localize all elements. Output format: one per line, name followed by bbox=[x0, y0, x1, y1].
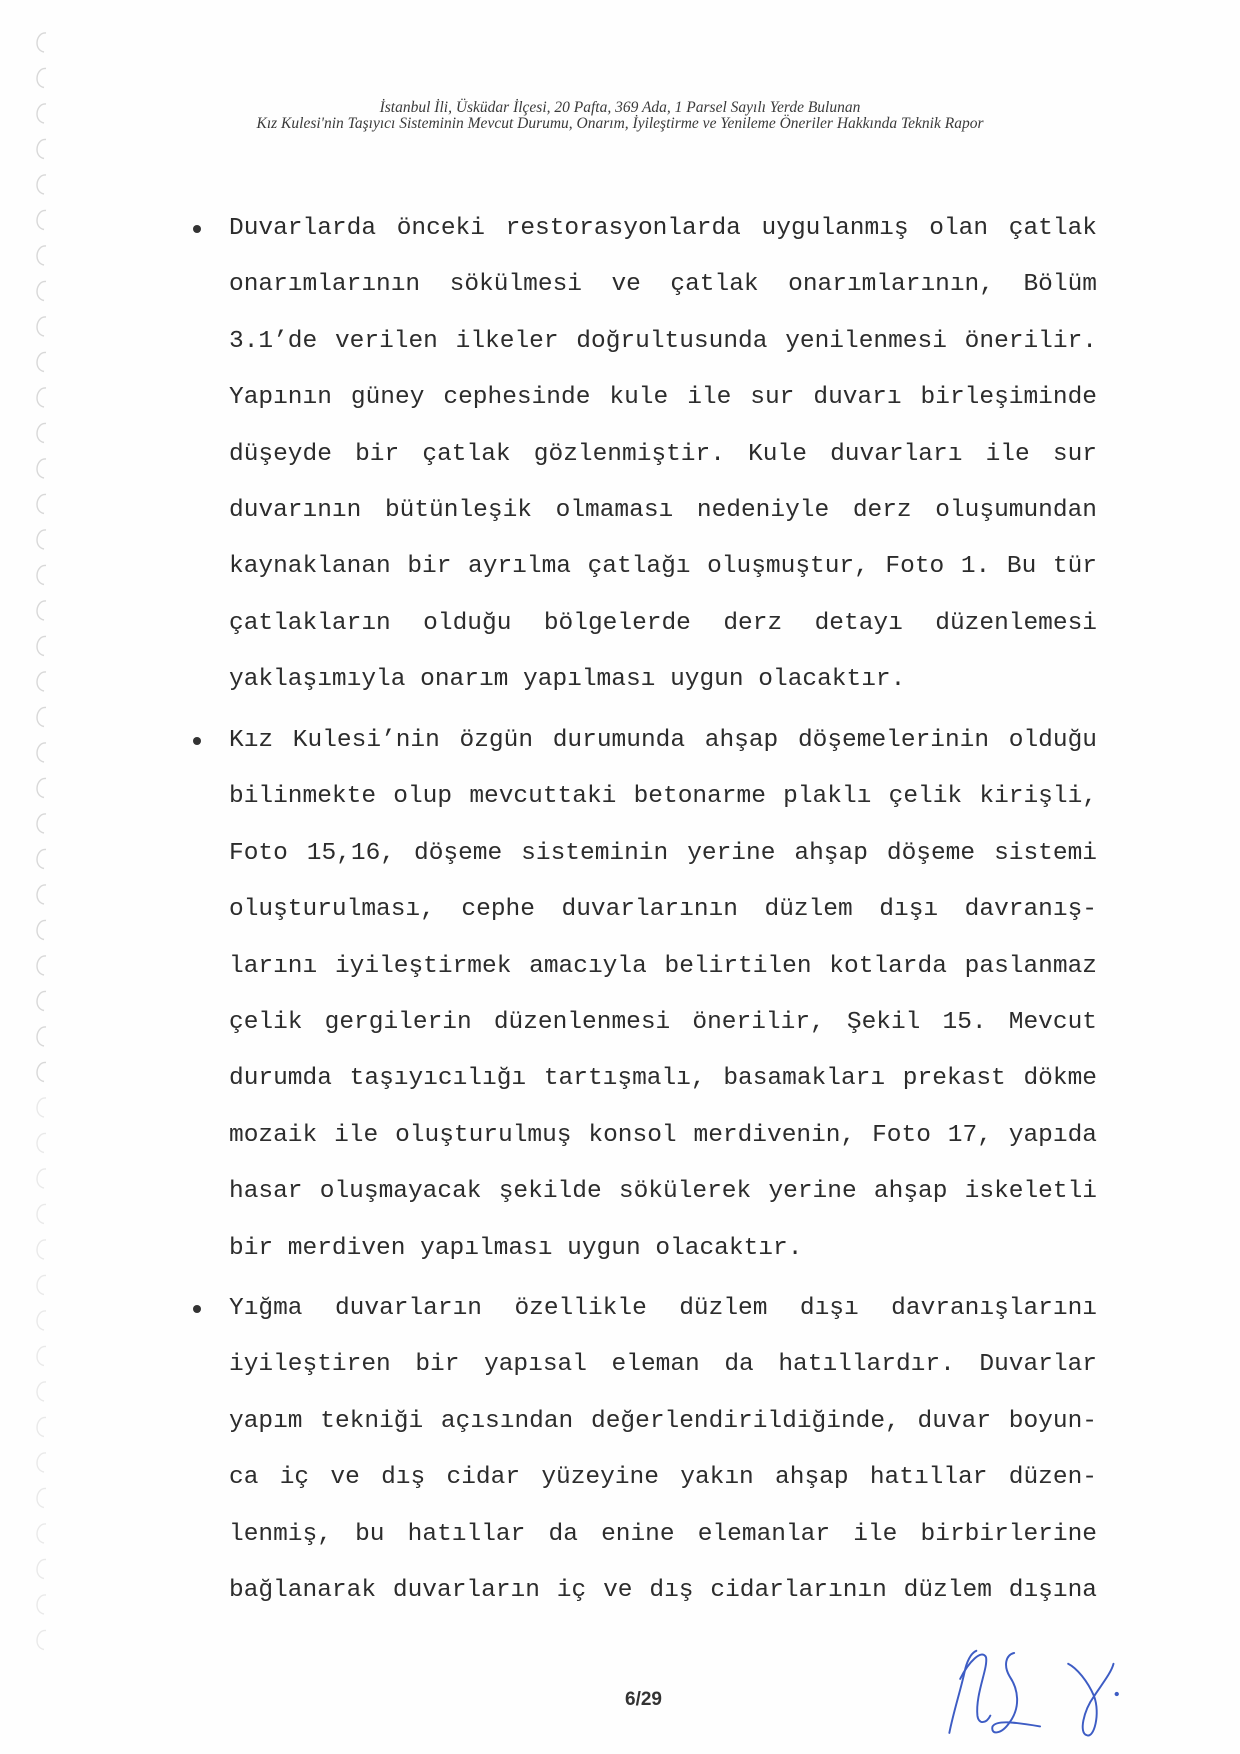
text-line: çatlakların olduğu bölgelerde derz detayı düzenlemesi bbox=[229, 609, 1097, 637]
binder-hole-mark bbox=[37, 1488, 46, 1507]
text-line: onarımlarının sökülmesi ve çatlak onarımlarının, Bölüm bbox=[229, 271, 1097, 299]
binder-hole-mark bbox=[37, 1559, 46, 1578]
binder-hole-mark bbox=[37, 849, 46, 868]
signature-stroke bbox=[960, 1655, 990, 1723]
text-line: hasar oluşmayacak şekilde sökülerek yerine ahşap iskeletli bbox=[229, 1178, 1097, 1206]
binder-hole-mark bbox=[37, 1062, 46, 1081]
binder-hole-mark bbox=[37, 1098, 46, 1117]
signature-stroke bbox=[1068, 1664, 1113, 1736]
binder-hole-mark bbox=[37, 1133, 46, 1152]
text-line: duvarının bütünleşik olmaması nedeniyle derz oluşumundan bbox=[229, 496, 1097, 524]
binder-hole-mark bbox=[37, 1346, 46, 1365]
binder-hole-mark bbox=[37, 317, 46, 336]
text-line: Yapının güney cephesinde kule ile sur duvarı birleşiminde bbox=[229, 384, 1097, 412]
binder-hole-mark bbox=[37, 459, 46, 478]
binder-hole-mark bbox=[37, 920, 46, 939]
text-line: Duvarlarda önceki restorasyonlarda uygulanmış olan çatlak bbox=[229, 215, 1097, 242]
binder-hole-mark bbox=[37, 1169, 46, 1188]
binder-hole-mark bbox=[37, 139, 46, 158]
text-line: oluşturulması, cephe duvarlarının düzlem dışı davranış- bbox=[229, 896, 1097, 924]
bullet-paragraph-3 bbox=[229, 1281, 1097, 1619]
text-line: ca iç ve dış cidar yüzeyine yakın ahşap hatıllar düzen- bbox=[229, 1464, 1097, 1492]
binder-hole-mark bbox=[37, 885, 46, 904]
signature-dot bbox=[1115, 1692, 1119, 1696]
text-line: durumda taşıyıcılığı tartışmalı, basamakları prekast dökme bbox=[229, 1065, 1097, 1093]
binder-hole-mark bbox=[37, 530, 46, 549]
binder-hole-mark bbox=[37, 1417, 46, 1436]
binder-hole-mark bbox=[37, 601, 46, 620]
binder-hole-mark bbox=[37, 175, 46, 194]
binder-hole-mark bbox=[37, 1204, 46, 1223]
bullet-paragraph-2 bbox=[229, 713, 1097, 1277]
text-line: mozaik ile oluşturulmuş konsol merdivenin, Foto 17, yapıda bbox=[229, 1121, 1097, 1149]
text-line: Yığma duvarların özellikle düzlem dışı davranışlarını bbox=[229, 1295, 1097, 1322]
text-line: Foto 15,16, döşeme sisteminin yerine ahşap döşeme sistemi bbox=[229, 839, 1097, 867]
text-line: Kız Kulesi’nin özgün durumunda ahşap döşemelerinin olduğu bbox=[229, 727, 1097, 754]
binder-hole-mark bbox=[37, 672, 46, 691]
binder-hole-mark bbox=[37, 991, 46, 1010]
binder-hole-mark bbox=[37, 423, 46, 442]
signature-stroke bbox=[992, 1653, 1040, 1732]
binder-hole-mark bbox=[37, 1630, 46, 1649]
bullet-point bbox=[193, 225, 201, 233]
bullet-point bbox=[193, 1305, 201, 1313]
binder-hole-mark bbox=[37, 814, 46, 833]
text-line: çelik gergilerin düzenlenmesi önerilir, Şekil 15. Mevcut bbox=[229, 1008, 1097, 1036]
text-line: bilinmekte olup mevcuttaki betonarme plaklı çelik kirişli, bbox=[229, 783, 1097, 811]
text-line: bir merdiven yapılması uygun olacaktır. bbox=[229, 1234, 803, 1262]
binder-hole-mark bbox=[37, 707, 46, 726]
text-line: iyileştiren bir yapısal eleman da hatıllardır. Duvarlar bbox=[229, 1351, 1097, 1379]
signature bbox=[940, 1640, 1125, 1748]
binder-hole-mark bbox=[37, 636, 46, 655]
binder-hole-mark bbox=[37, 33, 46, 52]
binder-hole-mark bbox=[37, 1311, 46, 1330]
running-header-line-2: Kız Kulesi'nin Taşıyıcı Sisteminin Mevcut Durumu, Onarım, İyileştirme ve Yenileme Öneriler Hakkında Teknik Rapor bbox=[256, 115, 984, 132]
text-line: yapım tekniği açısından değerlendirildiğinde, duvar boyun- bbox=[229, 1407, 1097, 1435]
signature-stroke bbox=[949, 1651, 976, 1733]
binder-hole-mark bbox=[37, 388, 46, 407]
binder-hole-mark bbox=[37, 1595, 46, 1614]
binder-hole-mark bbox=[37, 1524, 46, 1543]
binder-hole-mark bbox=[37, 1027, 46, 1046]
binder-hole-mark bbox=[37, 1240, 46, 1259]
page-number: 6/29 bbox=[625, 1689, 662, 1710]
binder-hole-mark bbox=[37, 1382, 46, 1401]
binder-hole-mark bbox=[37, 68, 46, 87]
binder-hole-mark bbox=[37, 778, 46, 797]
bullet-point bbox=[193, 737, 201, 745]
binder-hole-mark bbox=[37, 743, 46, 762]
running-header-line-1: İstanbul İli, Üsküdar İlçesi, 20 Pafta, 369 Ada, 1 Parsel Sayılı Yerde Bulunan bbox=[379, 99, 861, 116]
binder-hole-mark bbox=[37, 246, 46, 265]
bullet-paragraph-1 bbox=[229, 201, 1097, 709]
text-line: lenmiş, bu hatıllar da enine elemanlar ile birbirlerine bbox=[229, 1520, 1097, 1548]
text-line: kaynaklanan bir ayrılma çatlağı oluşmuştur, Foto 1. Bu tür bbox=[229, 553, 1097, 581]
text-line: bağlanarak duvarların iç ve dış cidarlarının düzlem dışına bbox=[229, 1576, 1097, 1604]
binder-hole-mark bbox=[37, 210, 46, 229]
text-line: larını iyileştirmek amacıyla belirtilen kotlarda paslanmaz bbox=[229, 952, 1097, 980]
binder-hole-mark bbox=[37, 281, 46, 300]
text-line: yaklaşımıyla onarım yapılması uygun olacaktır. bbox=[229, 666, 906, 694]
binder-hole-mark bbox=[37, 956, 46, 975]
binder-holes bbox=[0, 0, 60, 1754]
binder-hole-mark bbox=[37, 1453, 46, 1472]
text-line: 3.1’de verilen ilkeler doğrultusunda yenilenmesi önerilir. bbox=[229, 327, 1097, 355]
binder-hole-mark bbox=[37, 1275, 46, 1294]
binder-hole-mark bbox=[37, 352, 46, 371]
binder-hole-mark bbox=[37, 494, 46, 513]
binder-hole-mark bbox=[37, 565, 46, 584]
text-line: düşeyde bir çatlak gözlenmiştir. Kule duvarları ile sur bbox=[229, 440, 1097, 468]
